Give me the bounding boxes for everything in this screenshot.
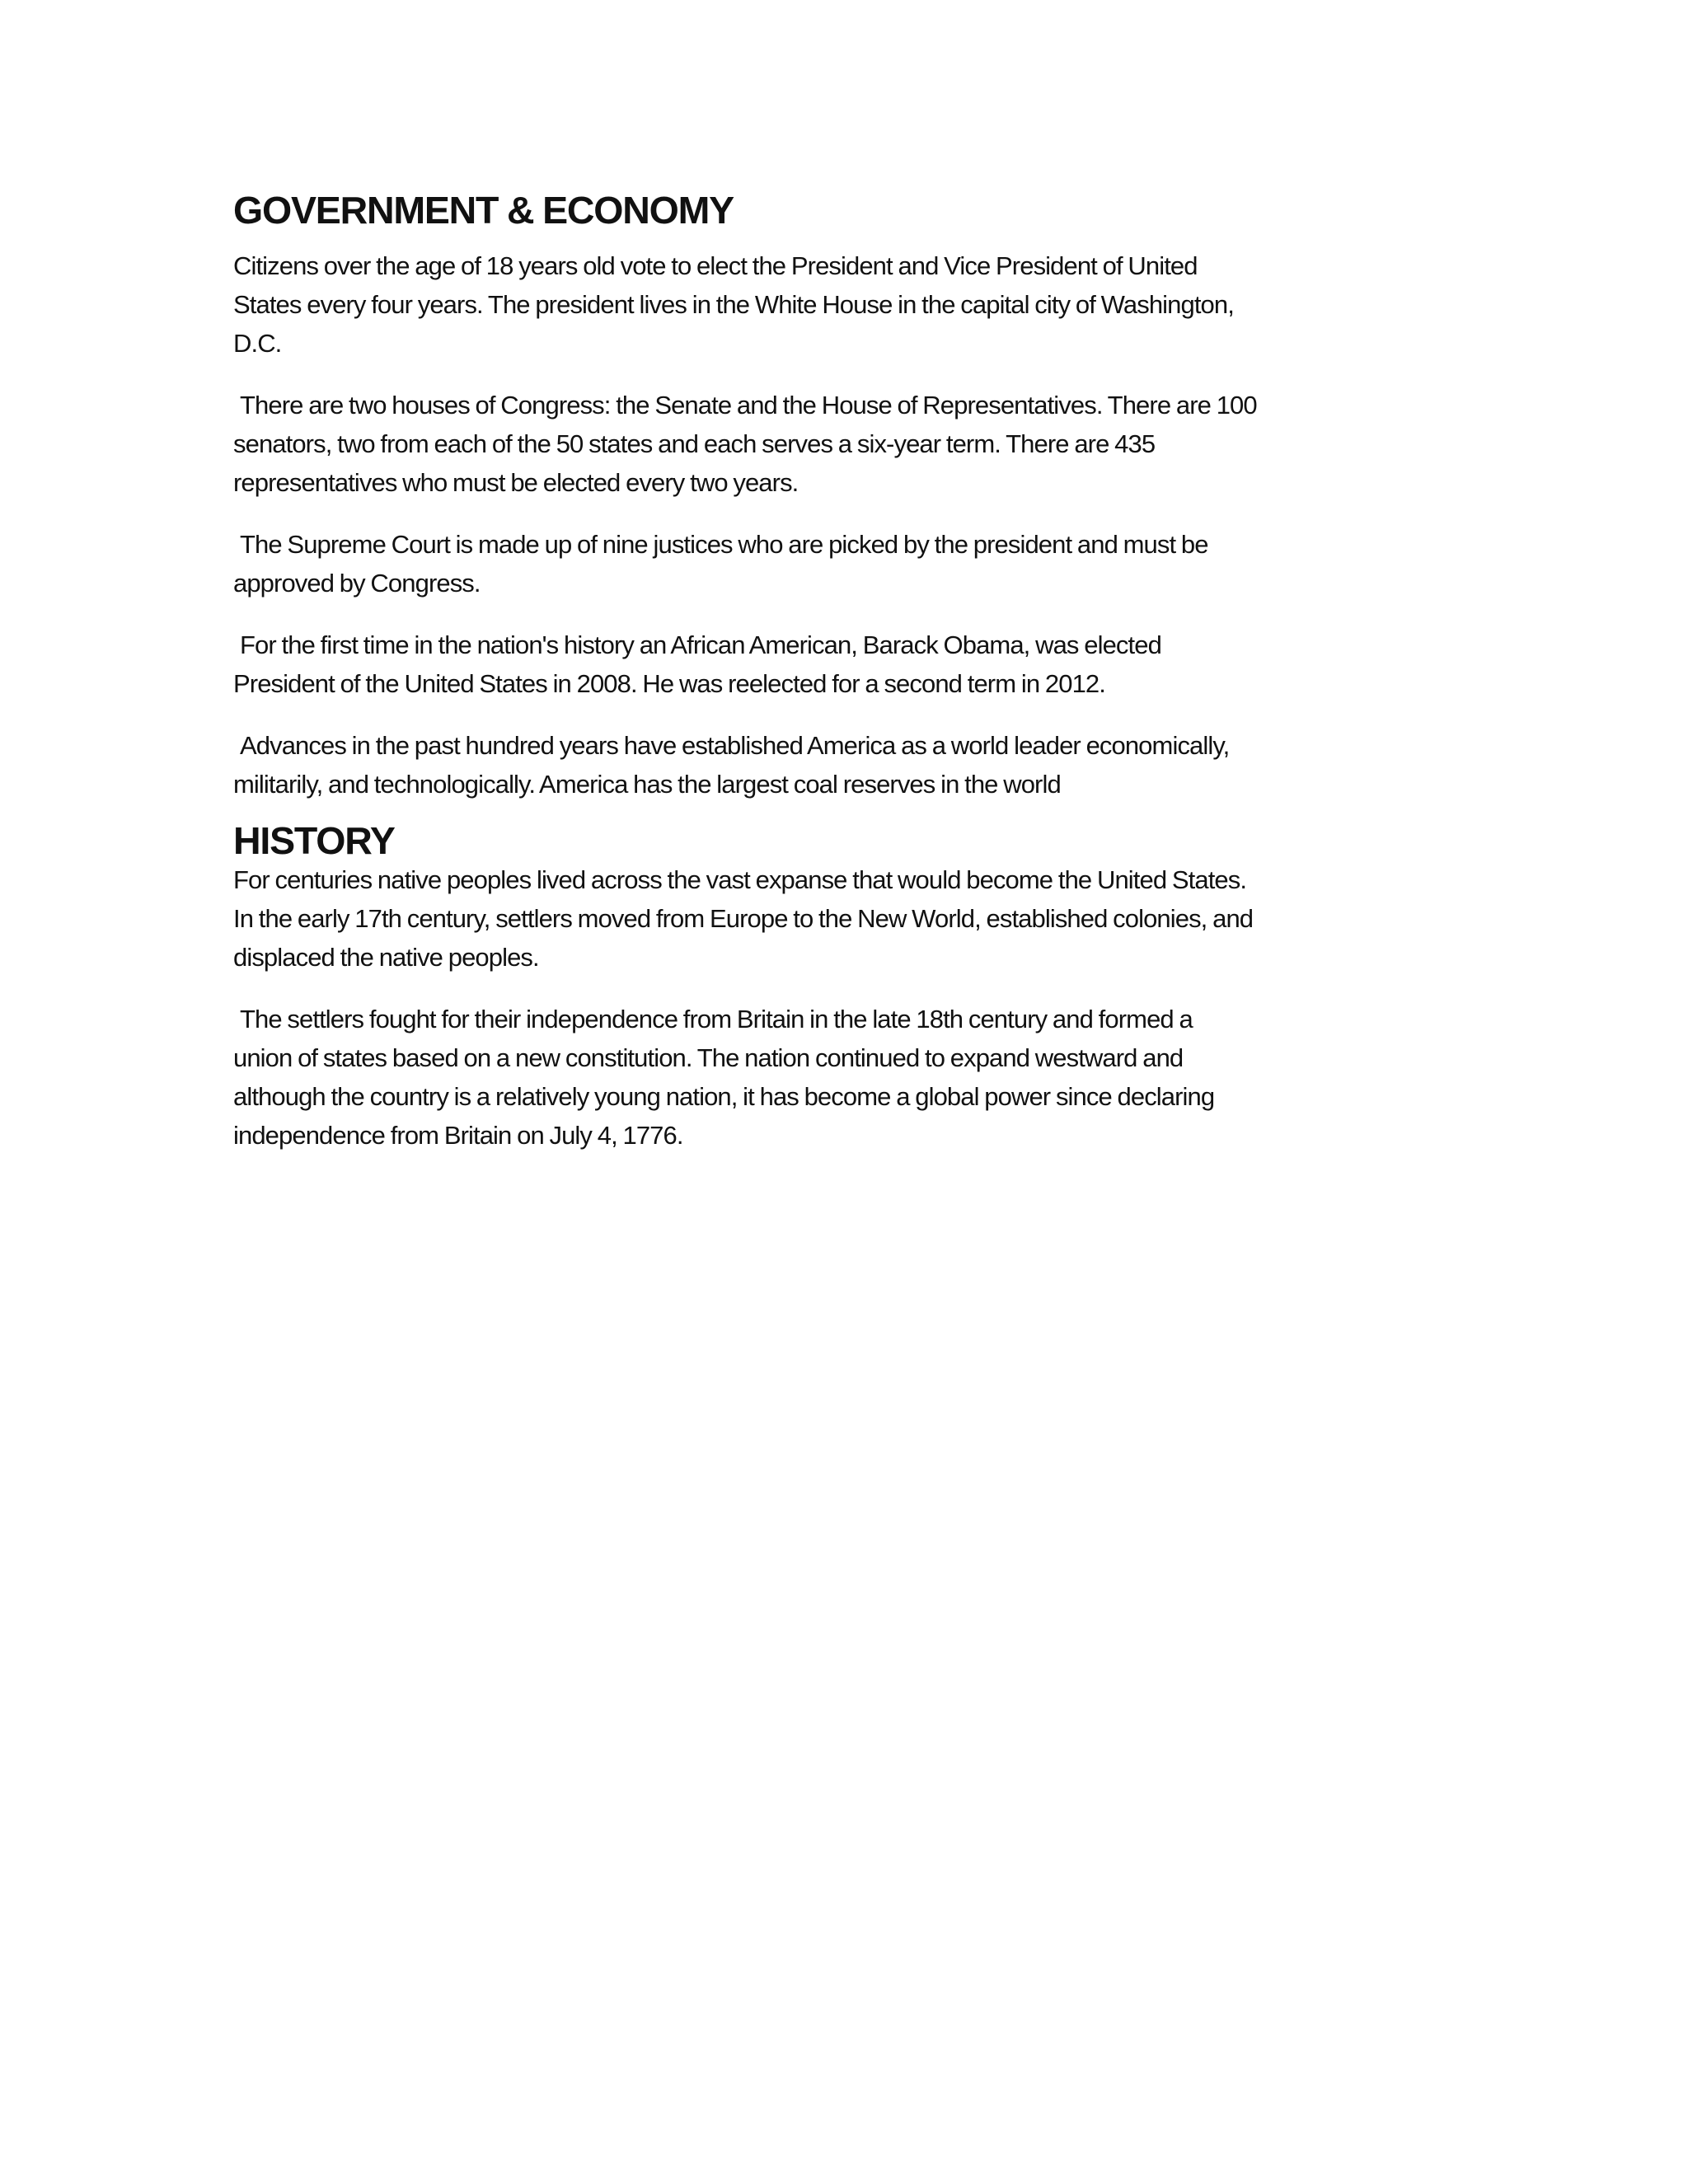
paragraph-line: D.C.: [233, 329, 282, 358]
section-heading-government: GOVERNMENT & ECONOMY: [233, 189, 734, 232]
paragraph-supreme-court: [233, 525, 1470, 602]
paragraph-line: representatives who must be elected every two years.: [233, 468, 799, 497]
paragraph-advances: [233, 726, 1470, 804]
paragraph-line: The settlers fought for their independence from Britain in the late 18th century and formed a: [240, 1005, 1193, 1033]
paragraph-line: militarily, and technologically. America has the largest coal reserves in the world: [233, 770, 1061, 799]
paragraph-native-peoples: [233, 860, 1470, 977]
paragraph-line: Citizens over the age of 18 years old vote to elect the President and Vice President of United: [233, 251, 1198, 280]
paragraph-line: For centuries native peoples lived across the vast expanse that would become the United States.: [233, 865, 1247, 894]
paragraph-obama: [233, 626, 1470, 703]
paragraph-line: President of the United States in 2008. He was reelected for a second term in 2012.: [233, 669, 1105, 698]
paragraph-line: displaced the native peoples.: [233, 943, 539, 972]
paragraph-line: although the country is a relatively young nation, it has become a global power since declaring: [233, 1082, 1215, 1111]
paragraph-line: In the early 17th century, settlers moved from Europe to the New World, established colonies, and: [233, 904, 1254, 933]
paragraph-congress: [233, 386, 1470, 502]
paragraph-line: There are two houses of Congress: the Senate and the House of Representatives. There are 100: [240, 391, 1257, 419]
document-page: [233, 191, 1470, 1178]
paragraph-line: approved by Congress.: [233, 569, 481, 598]
paragraph-line: States every four years. The president lives in the White House in the capital city of Washington,: [233, 290, 1234, 319]
paragraph-line: union of states based on a new constitution. The nation continued to expand westward and: [233, 1043, 1184, 1072]
paragraph-line: Advances in the past hundred years have established America as a world leader economically,: [240, 731, 1230, 760]
paragraph-line: For the first time in the nation's history an African American, Barack Obama, was elected: [240, 630, 1161, 659]
paragraph-line: independence from Britain on July 4, 1776.: [233, 1121, 683, 1150]
paragraph-line: The Supreme Court is made up of nine justices who are picked by the president and must be: [240, 530, 1208, 559]
paragraph-line: senators, two from each of the 50 states and each serves a six-year term. There are 435: [233, 429, 1156, 458]
paragraph-elections: [233, 246, 1470, 363]
section-heading-history: HISTORY: [233, 819, 395, 862]
paragraph-independence: [233, 1000, 1470, 1155]
